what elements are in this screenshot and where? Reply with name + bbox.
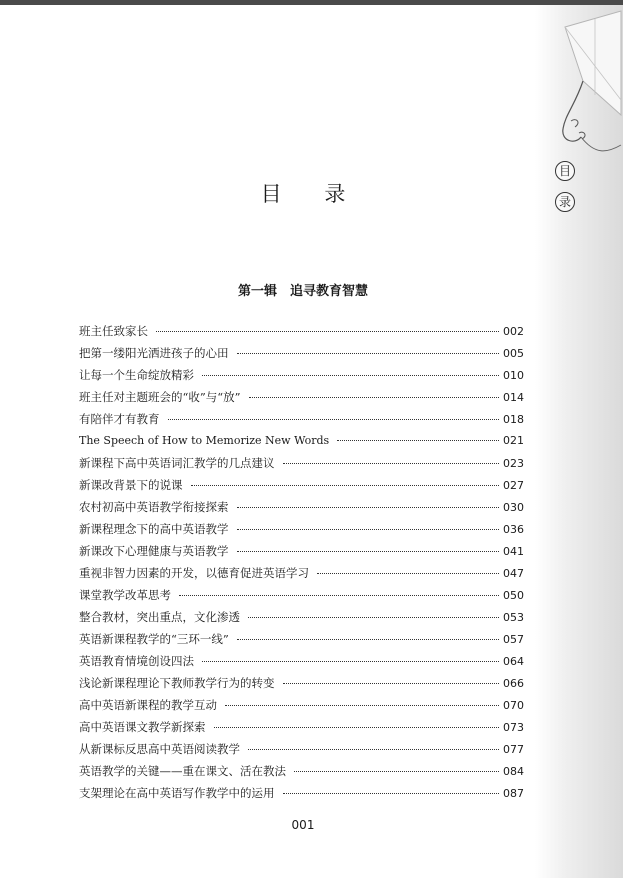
toc-entry[interactable]	[79, 430, 524, 452]
toc-leader-dots	[248, 617, 499, 618]
toc-leader-dots	[283, 793, 500, 794]
toc-entry-page: 050	[503, 589, 524, 602]
toc-entry-page: 023	[503, 457, 524, 470]
toc-leader-dots	[317, 573, 499, 574]
toc-entry-title: 让每一个生命绽放精彩	[79, 368, 194, 382]
toc-entry-title: The Speech of How to Memorize New Words	[79, 434, 330, 447]
toc-entry[interactable]	[79, 562, 524, 584]
toc-entry-title: 有陪伴才有教育	[79, 412, 160, 426]
toc-leader-dots	[179, 595, 499, 596]
toc-leader-dots	[248, 749, 499, 750]
toc-entry-page: 064	[503, 655, 524, 668]
toc-entry-page: 041	[503, 545, 524, 558]
toc-leader-dots	[283, 463, 500, 464]
toc-entry[interactable]	[79, 386, 524, 408]
toc-leader-dots	[237, 529, 500, 530]
page-number: 001	[291, 818, 315, 832]
toc-entry-title: 新课改背景下的说课	[79, 478, 183, 492]
toc-leader-dots	[249, 397, 499, 398]
kite-illustration-icon	[535, 5, 623, 195]
toc-entry-page: 018	[503, 413, 524, 426]
toc-entry-title: 课堂教学改革思考	[79, 588, 171, 602]
toc-entry-page: 030	[503, 501, 524, 514]
toc-entry-title: 新课改下心理健康与英语教学	[79, 544, 229, 558]
toc-entry[interactable]	[79, 364, 524, 386]
toc-entry-page: 057	[503, 633, 524, 646]
toc-entry-page: 077	[503, 743, 524, 756]
toc-entry[interactable]	[79, 782, 524, 804]
toc-entry-page: 021	[503, 434, 524, 447]
toc-entry-title: 英语教学的关键——重在课文、活在教法	[79, 764, 286, 778]
toc-entry[interactable]	[79, 452, 524, 474]
toc-entry[interactable]	[79, 738, 524, 760]
toc-entry-page: 010	[503, 369, 524, 382]
toc-entry-page: 084	[503, 765, 524, 778]
toc-leader-dots	[237, 551, 500, 552]
toc-leader-dots	[294, 771, 499, 772]
toc-entry-page: 070	[503, 699, 524, 712]
toc-leader-dots	[237, 353, 500, 354]
side-decoration-band	[535, 5, 623, 878]
table-of-contents	[79, 320, 524, 804]
toc-entry-page: 073	[503, 721, 524, 734]
toc-entry-page: 005	[503, 347, 524, 360]
toc-entry[interactable]	[79, 496, 524, 518]
toc-entry[interactable]	[79, 672, 524, 694]
toc-entry[interactable]	[79, 694, 524, 716]
toc-entry-page: 087	[503, 787, 524, 800]
toc-entry[interactable]	[79, 628, 524, 650]
side-tab-char-lu: 录	[555, 192, 575, 212]
toc-leader-dots	[237, 639, 499, 640]
toc-entry-title: 英语新课程教学的“三环一线”	[79, 632, 229, 646]
toc-leader-dots	[225, 705, 499, 706]
page-title: 目 录	[260, 182, 364, 206]
toc-leader-dots	[337, 440, 499, 441]
toc-entry-title: 高中英语新课程的教学互动	[79, 698, 217, 712]
toc-entry[interactable]	[79, 606, 524, 628]
toc-entry-title: 农村初高中英语教学衔接探索	[79, 500, 229, 514]
toc-entry-title: 支架理论在高中英语写作教学中的运用	[79, 786, 275, 800]
toc-entry-title: 浅论新课程理论下教师教学行为的转变	[79, 676, 275, 690]
toc-entry-title: 重视非智力因素的开发，以德育促进英语学习	[79, 566, 309, 580]
toc-leader-dots	[191, 485, 500, 486]
toc-entry-page: 053	[503, 611, 524, 624]
toc-entry-page: 002	[503, 325, 524, 338]
toc-leader-dots	[202, 661, 499, 662]
toc-leader-dots	[168, 419, 500, 420]
toc-entry-page: 047	[503, 567, 524, 580]
toc-leader-dots	[214, 727, 500, 728]
toc-entry-title: 英语教育情境创设四法	[79, 654, 194, 668]
toc-entry-title: 整合教材，突出重点，文化渗透	[79, 610, 240, 624]
section-title: 第一辑 追寻教育智慧	[237, 284, 368, 299]
toc-leader-dots	[202, 375, 499, 376]
toc-leader-dots	[156, 331, 499, 332]
toc-entry[interactable]	[79, 518, 524, 540]
toc-entry-page: 014	[503, 391, 524, 404]
toc-entry-title: 把第一缕阳光洒进孩子的心田	[79, 346, 229, 360]
toc-leader-dots	[283, 683, 500, 684]
toc-entry[interactable]	[79, 584, 524, 606]
toc-entry[interactable]	[79, 760, 524, 782]
toc-entry[interactable]	[79, 408, 524, 430]
toc-entry[interactable]	[79, 716, 524, 738]
toc-entry-title: 从新课标反思高中英语阅读教学	[79, 742, 240, 756]
toc-entry-page: 066	[503, 677, 524, 690]
toc-entry[interactable]	[79, 650, 524, 672]
toc-entry-page: 036	[503, 523, 524, 536]
toc-entry[interactable]	[79, 342, 524, 364]
toc-leader-dots	[237, 507, 500, 508]
toc-entry-title: 新课程下高中英语词汇教学的几点建议	[79, 456, 275, 470]
toc-entry-title: 班主任致家长	[79, 324, 148, 338]
toc-entry[interactable]	[79, 474, 524, 496]
toc-entry-title: 班主任对主题班会的“收”与“放”	[79, 390, 241, 404]
toc-entry[interactable]	[79, 540, 524, 562]
toc-entry-page: 027	[503, 479, 524, 492]
toc-entry-title: 高中英语课文教学新探索	[79, 720, 206, 734]
toc-entry-title: 新课程理念下的高中英语教学	[79, 522, 229, 536]
toc-entry[interactable]	[79, 320, 524, 342]
side-tab-char-mu: 目	[555, 161, 575, 181]
top-border	[0, 0, 623, 5]
